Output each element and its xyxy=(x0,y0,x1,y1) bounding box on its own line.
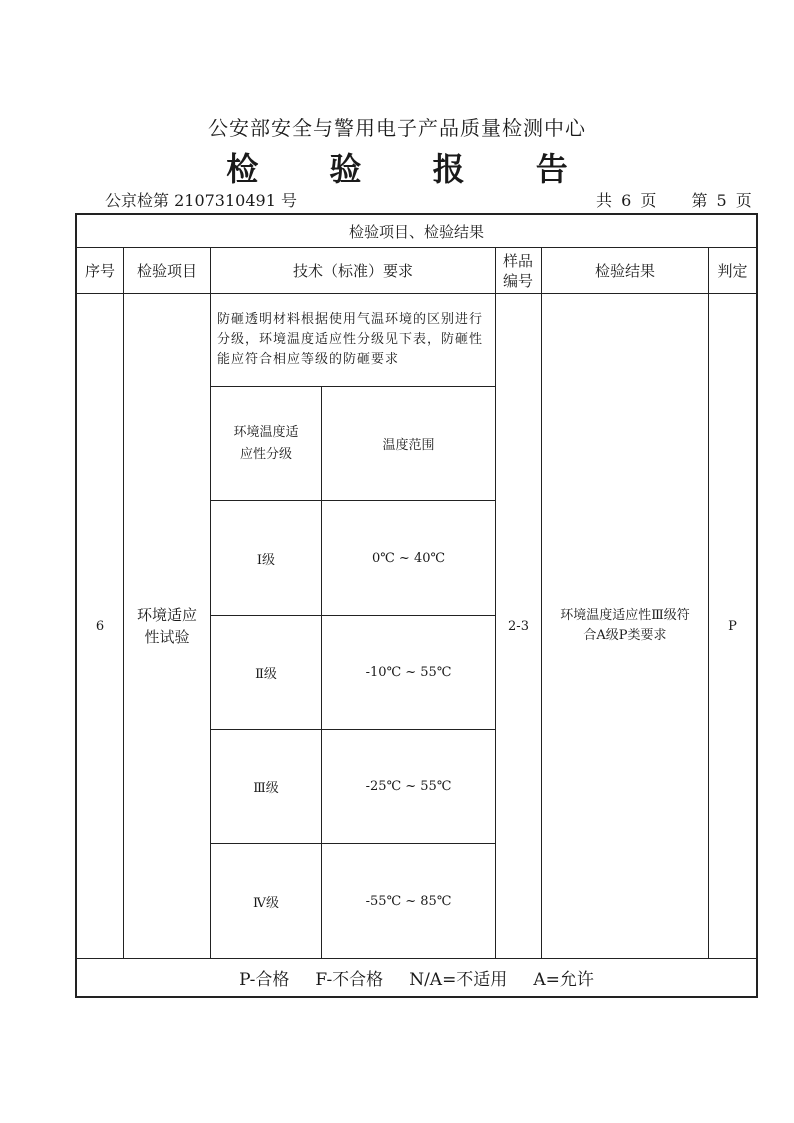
results-table xyxy=(75,213,758,998)
col-header-result: 检验结果 xyxy=(594,262,655,280)
col-header-sample-no: 样品编号 xyxy=(502,251,533,290)
subtable-header-grade: 环境温度适应性分级 xyxy=(233,424,299,462)
section-title: 检验项目、检验结果 xyxy=(348,222,484,241)
legend-na: N/A=不适用 xyxy=(409,970,508,990)
row-verdict: P xyxy=(728,618,737,634)
row-sample-no: 2-3 xyxy=(508,618,529,634)
grade-label: Ⅱ级 xyxy=(255,667,277,682)
col-header-seq: 序号 xyxy=(84,262,115,280)
col-header-item: 检验项目 xyxy=(136,262,197,280)
legend-pass: P-合格 xyxy=(239,970,290,990)
legend xyxy=(77,959,756,996)
rule-v4 xyxy=(541,247,542,958)
current-page: 第 5 页 xyxy=(691,191,752,210)
rule-v1 xyxy=(123,247,124,958)
col-header-verdict: 判定 xyxy=(717,262,748,280)
grade-label: Ⅳ级 xyxy=(253,895,279,911)
legend-fail: F-不合格 xyxy=(315,970,384,990)
report-number: 公京检第 2107310491 号 xyxy=(105,191,297,210)
row-result: 环境温度适应性Ⅲ级符合A级P类要求 xyxy=(560,608,690,643)
subtable-header-range: 温度范围 xyxy=(382,438,435,453)
col-header-requirement: 技术（标准）要求 xyxy=(292,262,413,280)
total-pages: 共 6 页 xyxy=(596,191,657,210)
legend-allowed: A=允许 xyxy=(533,970,594,990)
row-item: 环境适应性试验 xyxy=(136,606,197,646)
grade-range: -25℃ ~ 55℃ xyxy=(365,779,452,794)
grade-range: -55℃ ~ 85℃ xyxy=(365,893,452,909)
report-title: 检 验 报 告 xyxy=(226,150,598,188)
requirement-text: 防砸透明材料根据使用气温环境的区别进行分级，环境温度适应性分级见下表，防砸性能应符合相应等级的防砸要求 xyxy=(217,312,484,367)
page-indicator xyxy=(596,188,752,211)
organization-name: 公安部安全与警用电子产品质量检测中心 xyxy=(208,116,586,140)
grade-range: -10℃ ~ 55℃ xyxy=(365,665,452,680)
grade-label: Ⅰ级 xyxy=(256,552,276,568)
grade-range: 0℃ ~ 40℃ xyxy=(371,550,446,566)
grade-label: Ⅲ级 xyxy=(253,781,279,796)
row-seq: 6 xyxy=(95,618,105,634)
